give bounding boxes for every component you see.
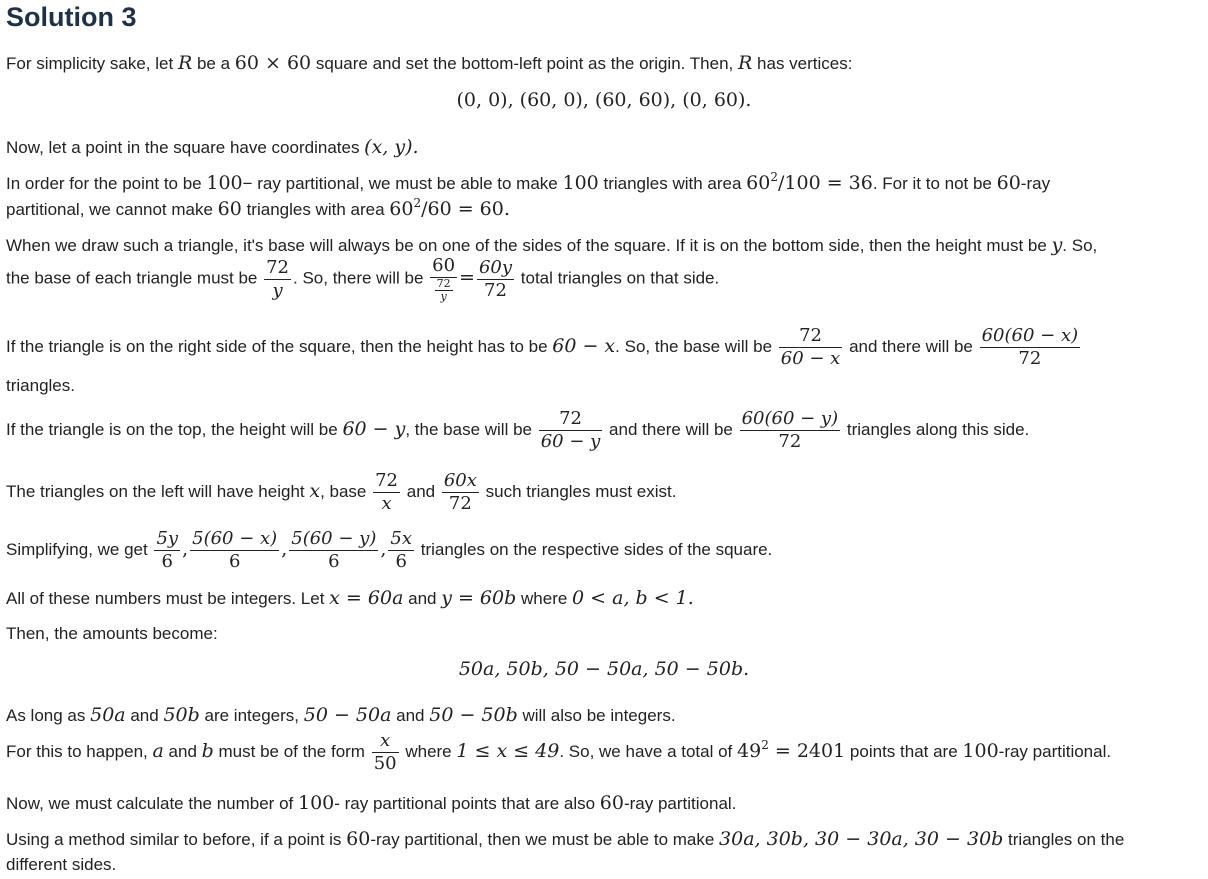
text: Now, let a point in the square have coordinates xyxy=(6,138,365,157)
paragraph-simplifying xyxy=(6,528,772,573)
math: 60 − y xyxy=(342,417,406,440)
fraction-base-top xyxy=(539,408,603,453)
paragraph-amounts-intro: Then, the amounts become: xyxy=(6,624,218,643)
text: For this to happen, xyxy=(6,741,153,761)
text: Simplifying, we get xyxy=(6,539,153,559)
text: . For it to not be xyxy=(872,174,997,193)
denominator: 6 xyxy=(395,551,407,572)
math: 60 xyxy=(346,828,371,850)
paragraph-left-side xyxy=(6,470,676,515)
text: , the base will be xyxy=(405,419,537,439)
text: . So, we have a total of xyxy=(559,741,738,761)
fraction-count-left xyxy=(442,470,479,515)
comma: , xyxy=(182,537,189,560)
numerator: 60(60 − x) xyxy=(981,325,1079,346)
paragraph-partition-condition xyxy=(6,172,1050,195)
text: and there will be xyxy=(604,419,738,439)
text: be a xyxy=(192,54,235,73)
fraction-72-over-y xyxy=(264,257,291,302)
math-R: R xyxy=(738,52,753,74)
text: Using a method similar to before, if a point is xyxy=(6,830,347,849)
text: The triangles on the left will have height xyxy=(6,481,310,501)
text: and xyxy=(403,589,442,608)
fraction-5x-over-6 xyxy=(388,528,414,573)
math: 50 − 50a xyxy=(303,704,392,726)
numerator: 60y xyxy=(478,256,513,278)
text: such triangles must exist. xyxy=(480,481,677,501)
paragraph-top-side xyxy=(6,408,1029,453)
fraction-5-60-y-over-6 xyxy=(289,528,378,573)
text: where xyxy=(400,741,457,761)
text: As long as xyxy=(6,706,91,725)
math: b xyxy=(201,739,214,762)
text: -ray partitional, then we must be able to make xyxy=(370,830,720,849)
comma: , xyxy=(281,537,288,560)
exponent: 2 xyxy=(770,170,778,184)
math: /60 = 60. xyxy=(421,198,510,220)
paragraph-right-side-cont: triangles. xyxy=(6,376,75,395)
denominator: 72 xyxy=(448,493,472,514)
fraction-x-over-50 xyxy=(372,730,399,775)
fraction-5y-over-6 xyxy=(154,528,180,573)
math: 0 < a, b < 1. xyxy=(572,587,694,609)
math: 100 xyxy=(962,739,999,762)
denominator: 72 xyxy=(484,279,507,301)
math: 1 ≤ x ≤ 49 xyxy=(456,739,560,762)
text: In order for the point to be xyxy=(6,174,207,193)
denominator: 50 xyxy=(373,753,397,774)
math: = 2401 xyxy=(768,739,846,762)
numerator: 5y xyxy=(156,528,179,549)
math: 50b xyxy=(163,704,200,726)
numerator: x xyxy=(372,730,399,753)
text: and xyxy=(163,741,202,761)
comma: , xyxy=(380,537,387,560)
math: 100 xyxy=(206,172,243,194)
denominator: 6 xyxy=(161,551,173,572)
math: 100 xyxy=(297,792,335,814)
math: y xyxy=(1051,234,1063,256)
numerator: 72 xyxy=(375,470,399,491)
text: -ray xyxy=(1020,174,1051,193)
math: x = 60a xyxy=(329,587,404,609)
fraction-60-over-72y xyxy=(430,255,457,303)
denominator: y xyxy=(440,290,447,303)
numerator: 72 xyxy=(436,277,451,290)
text: square and set the bottom-left point as the origin. Then, xyxy=(311,54,738,73)
text: -ray partitional. xyxy=(998,741,1112,761)
vertices-equation: (0, 0), (60, 0), (60, 60), (0, 60). xyxy=(456,89,752,111)
math: 60 − x xyxy=(552,334,616,357)
text: If the triangle is on the top, the height will be xyxy=(6,419,343,439)
text: triangles along this side. xyxy=(842,419,1030,439)
math: 50a xyxy=(90,704,126,726)
text: − ray partitional, we must be able to make xyxy=(242,174,563,193)
denominator: y xyxy=(272,279,283,301)
paragraph-bottom-side-cont xyxy=(6,255,719,303)
math: y = 60b xyxy=(441,587,517,609)
text: Now, we must calculate the number of xyxy=(6,794,298,813)
paragraph-partition-condition-cont xyxy=(6,198,510,221)
paragraph-coordinates xyxy=(6,136,419,159)
text: and xyxy=(125,706,164,725)
text: When we draw such a triangle, it's base will always be on one of the sides of the square. If it is on the bottom side, then the height must be xyxy=(6,236,1052,255)
math: 60 xyxy=(217,198,242,220)
denominator: x xyxy=(381,493,392,514)
fraction-base-right xyxy=(779,325,843,370)
text: has vertices: xyxy=(752,54,853,73)
math: 60 xyxy=(389,198,414,220)
amounts-equation: 50a, 50b, 50 − 50a, 50 − 50b. xyxy=(458,658,750,680)
math: a xyxy=(152,739,164,762)
fraction-count-right xyxy=(980,325,1081,370)
text: . So, the base will be xyxy=(615,336,777,356)
text: . So, there will be xyxy=(293,268,429,288)
text: total triangles on that side. xyxy=(516,268,720,288)
paragraph-similar-method xyxy=(6,828,1124,851)
denominator: 6 xyxy=(228,551,241,572)
paragraph-right-side xyxy=(6,325,1082,370)
text: are integers, xyxy=(199,706,304,725)
math: 60 xyxy=(996,172,1021,194)
paragraph-similar-method-cont: different sides. xyxy=(6,855,117,874)
text: -ray partitional. xyxy=(623,794,737,813)
math-size: 60 × 60 xyxy=(234,52,312,74)
math: 60 xyxy=(599,792,624,814)
fraction-60y-over-72 xyxy=(477,257,514,302)
denominator: 60 − x xyxy=(780,348,841,369)
text: and there will be xyxy=(844,336,978,356)
numerator: 60(60 − y) xyxy=(741,408,839,429)
math: 50 − 50b xyxy=(429,704,518,726)
math: /100 = 36 xyxy=(777,172,873,194)
text: partitional, we cannot make xyxy=(6,200,218,219)
text: triangles with area xyxy=(598,174,747,193)
exponent: 2 xyxy=(413,196,422,210)
numerator: 72 xyxy=(779,325,843,348)
text: . So, xyxy=(1062,236,1098,255)
math-xy: (x, y). xyxy=(364,136,419,158)
text: where xyxy=(516,589,573,608)
math: 49 xyxy=(737,739,762,762)
math: 30a, 30b, 30 − 30a, 30 − 30b xyxy=(719,828,1004,850)
text: All of these numbers must be integers. Let xyxy=(6,589,330,608)
text: must be of the form xyxy=(213,741,370,761)
denominator: 6 xyxy=(328,551,340,572)
text: If the triangle is on the right side of the square, then the height has to be xyxy=(6,336,553,356)
text: will also be integers. xyxy=(517,706,676,725)
numerator: 5x xyxy=(390,528,413,549)
math-R: R xyxy=(177,52,193,74)
page-title: Solution 3 xyxy=(6,2,137,32)
paragraph-integers xyxy=(6,587,694,610)
numerator: 5(60 − y) xyxy=(291,528,377,549)
denominator: 60 − y xyxy=(540,431,601,452)
numerator: 5(60 − x) xyxy=(192,528,278,549)
text: points that are xyxy=(845,741,963,761)
text: triangles with area xyxy=(241,200,390,219)
text: and xyxy=(402,481,440,501)
equals: = xyxy=(459,266,475,289)
numerator: 72 xyxy=(266,256,290,278)
fraction-count-top xyxy=(740,408,841,453)
paragraph-as-long-as xyxy=(6,704,676,727)
paragraph-square-setup xyxy=(6,52,852,75)
fraction-base-left xyxy=(373,470,400,515)
paragraph-calculate xyxy=(6,792,736,815)
numerator: 60 xyxy=(432,255,456,276)
paragraph-bottom-side xyxy=(6,234,1097,257)
paragraph-form xyxy=(6,730,1111,775)
text: the base of each triangle must be xyxy=(6,268,263,288)
text: - ray partitional points that are also xyxy=(334,794,600,813)
math: 100 xyxy=(562,172,599,194)
math: x xyxy=(309,479,321,502)
fraction-5-60-x-over-6 xyxy=(190,528,279,573)
text: , base xyxy=(320,481,372,501)
text: triangles on the respective sides of the square. xyxy=(416,539,773,559)
text: and xyxy=(391,706,430,725)
numerator: 72 xyxy=(539,408,603,431)
text: triangles on the xyxy=(1003,830,1125,849)
math: 60 xyxy=(746,172,771,194)
denominator: 72 xyxy=(778,431,802,452)
numerator: 60x xyxy=(443,470,477,491)
nested-fraction xyxy=(435,278,453,303)
exponent: 2 xyxy=(761,737,769,752)
text: For simplicity sake, let xyxy=(6,54,178,73)
denominator: 72 xyxy=(1018,348,1042,369)
